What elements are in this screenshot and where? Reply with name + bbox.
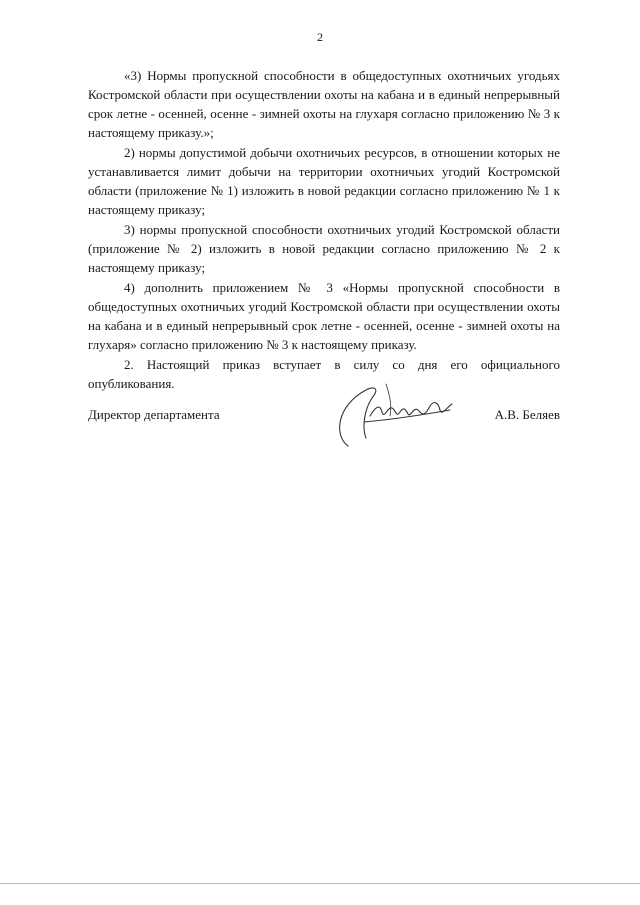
signature-block	[88, 400, 560, 460]
signatory-position: Директор департамента	[88, 407, 220, 422]
paragraph-item-2: 2) нормы допустимой добычи охотничьих ресурсов, в отношении которых не устанавливается лимит добычи на территории охотничьих угодий Костромской области (приложение № 1) изложить в новой редакции согласно приложению № 1 к настоящему приказу;	[88, 145, 560, 217]
handwritten-signature	[326, 376, 466, 456]
paragraph-item-3: 3) нормы пропускной способности охотничьих угодий Костромской области (приложение № 2) изложить в новой редакции согласно приложению № 2 к настоящему приказу;	[88, 222, 560, 275]
page-number: 2	[317, 30, 323, 44]
document-body	[88, 66, 560, 394]
paragraph-item-4: 4) дополнить приложением № 3 «Нормы пропускной способности в общедоступных охотничьих угодий Костромской области при осуществлении охоты на кабана и в единый непрерывный срок летне - осенней, осенне - зимней охоты на глухаря» согласно приложению № 3 к настоящему приказу.	[88, 280, 560, 352]
scan-edge-line	[0, 883, 640, 884]
paragraph-effective-date: 2. Настоящий приказ вступает в силу со дня его официального опубликования.	[88, 357, 560, 391]
signatory-name: А.В. Беляев	[494, 407, 560, 422]
paragraph-amendment-3: «3) Нормы пропускной способности в общедоступных охотничьих угодьях Костромской области при осуществлении охоты на кабана и в единый непрерывный срок летне - осенней, осенне - зимней охоты на глухаря согласно приложению № 3 к настоящему приказу.»;	[88, 68, 560, 140]
